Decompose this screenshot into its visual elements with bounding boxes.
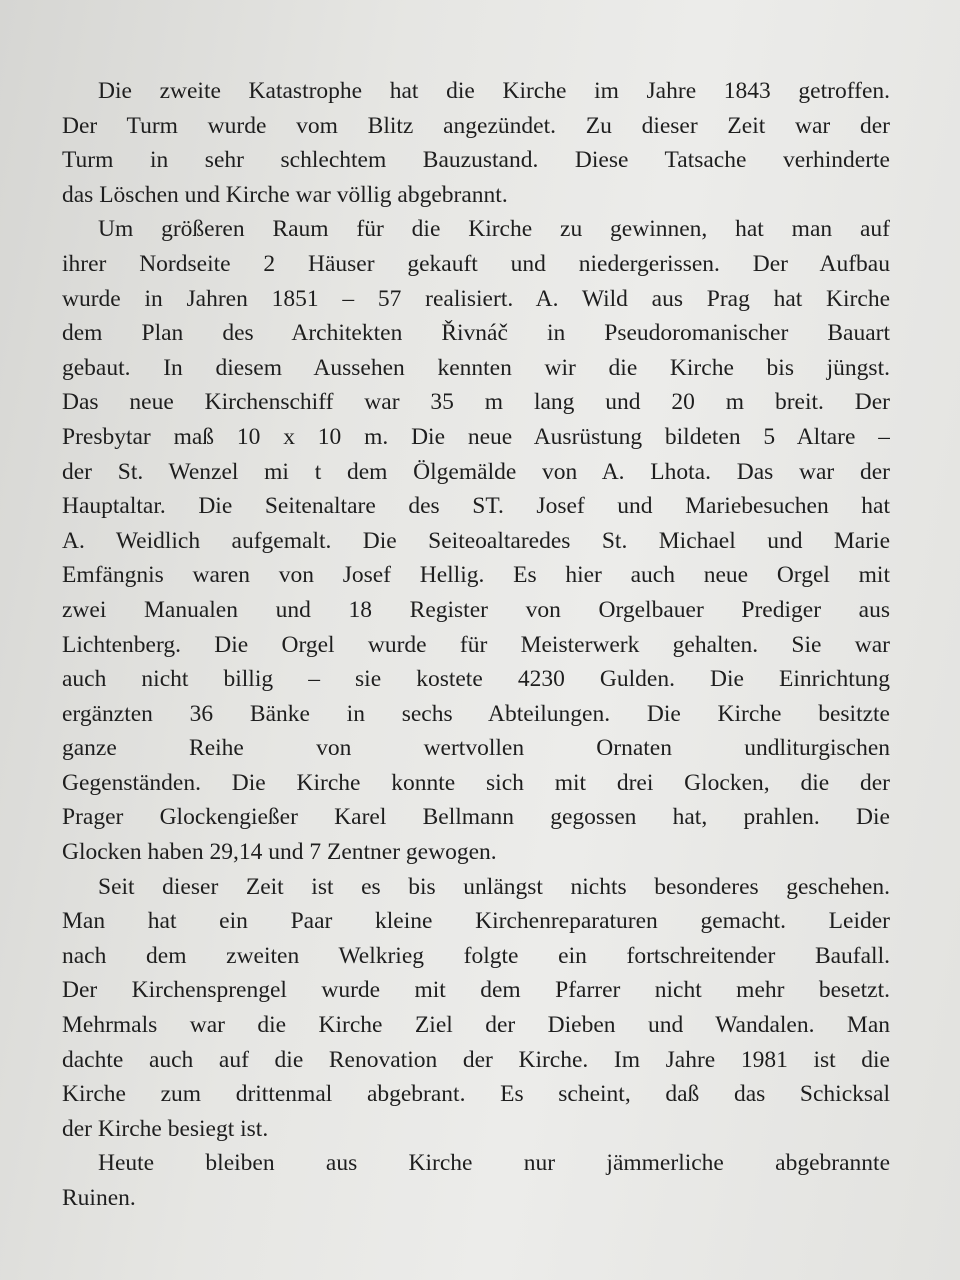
text-line: Die zweite Katastrophe hat die Kirche im Jahre 1843 getroffen. (98, 78, 890, 104)
text-line: ganze Reihe von wertvollen Ornaten undliturgischen (62, 735, 890, 762)
text-line: dachte auch auf die Renovation der Kirche. Im Jahre 1981 ist die (62, 1046, 890, 1073)
text-line: Hauptaltar. Die Seitenaltare des ST. Josef und Mariebesuchen hat (62, 493, 890, 520)
text-line: der Kirche besiegt ist. (62, 1115, 269, 1142)
text-line: auch nicht billig – sie kostete 4230 Gulden. Die Einrichtung (62, 666, 890, 693)
text-line: A. Weidlich aufgemalt. Die Seiteoaltaredes St. Michael und Marie (62, 527, 890, 554)
text-line: dem Plan des Architekten Řivnáč in Pseudoromanischer Bauart (62, 320, 890, 347)
paragraph-3 (62, 870, 890, 1147)
text-line: Ruinen. (62, 1185, 136, 1211)
text-line: Der Turm wurde vom Blitz angezündet. Zu dieser Zeit war der (62, 112, 890, 139)
text-line: der St. Wenzel mi t dem Ölgemälde von A. Lhota. Das war der (62, 458, 890, 485)
text-line: Um größeren Raum für die Kirche zu gewinnen, hat man auf (98, 216, 890, 243)
document-body (62, 74, 890, 1216)
text-line: gebaut. In diesem Aussehen kennten wir die Kirche bis jüngst. (62, 354, 890, 381)
text-line: Emfängnis waren von Josef Hellig. Es hier auch neue Orgel mit (62, 562, 890, 589)
text-line: nach dem zweiten Welkrieg folgte ein fortschreitender Baufall. (62, 942, 890, 969)
text-line: das Löschen und Kirche war völlig abgebrannt. (62, 181, 508, 208)
paragraph-4 (62, 1146, 890, 1215)
text-line: Man hat ein Paar kleine Kirchenreparaturen gemacht. Leider (62, 908, 890, 935)
text-line: Glocken haben 29,14 und 7 Zentner gewogen. (62, 839, 497, 866)
text-line: ihrer Nordseite 2 Häuser gekauft und niedergerissen. Der Aufbau (62, 250, 890, 277)
text-line: Seit dieser Zeit ist es bis unlängst nichts besonderes geschehen. (98, 873, 890, 900)
text-line: wurde in Jahren 1851 – 57 realisiert. A. Wild aus Prag hat Kirche (62, 285, 890, 312)
text-line: zwei Manualen und 18 Register von Orgelbauer Prediger aus (62, 596, 890, 623)
text-line: Das neue Kirchenschiff war 35 m lang und 20 m breit. Der (62, 389, 890, 416)
text-line: Lichtenberg. Die Orgel wurde für Meisterwerk gehalten. Sie war (62, 631, 890, 658)
text-line: ergänzten 36 Bänke in sechs Abteilungen. Die Kirche besitzte (62, 700, 890, 727)
text-line: Turm in sehr schlechtem Bauzustand. Diese Tatsache verhinderte (62, 147, 890, 174)
text-line: Presbytar maß 10 x 10 m. Die neue Ausrüstung bildeten 5 Altare – (62, 423, 890, 450)
text-line: Kirche zum drittenmal abgebrant. Es scheint, daß das Schicksal (62, 1081, 890, 1108)
text-line: Gegenständen. Die Kirche konnte sich mit drei Glocken, die der (62, 769, 890, 796)
text-line: Mehrmals war die Kirche Ziel der Dieben und Wandalen. Man (62, 1012, 890, 1039)
text-line: Prager Glockengießer Karel Bellmann gegossen hat, prahlen. Die (62, 804, 890, 831)
paragraph-1 (62, 74, 890, 212)
paragraph-2 (62, 212, 890, 869)
text-line: Der Kirchensprengel wurde mit dem Pfarrer nicht mehr besetzt. (62, 977, 890, 1004)
text-line: Heute bleiben aus Kirche nur jämmerliche abgebrannte (98, 1150, 890, 1177)
